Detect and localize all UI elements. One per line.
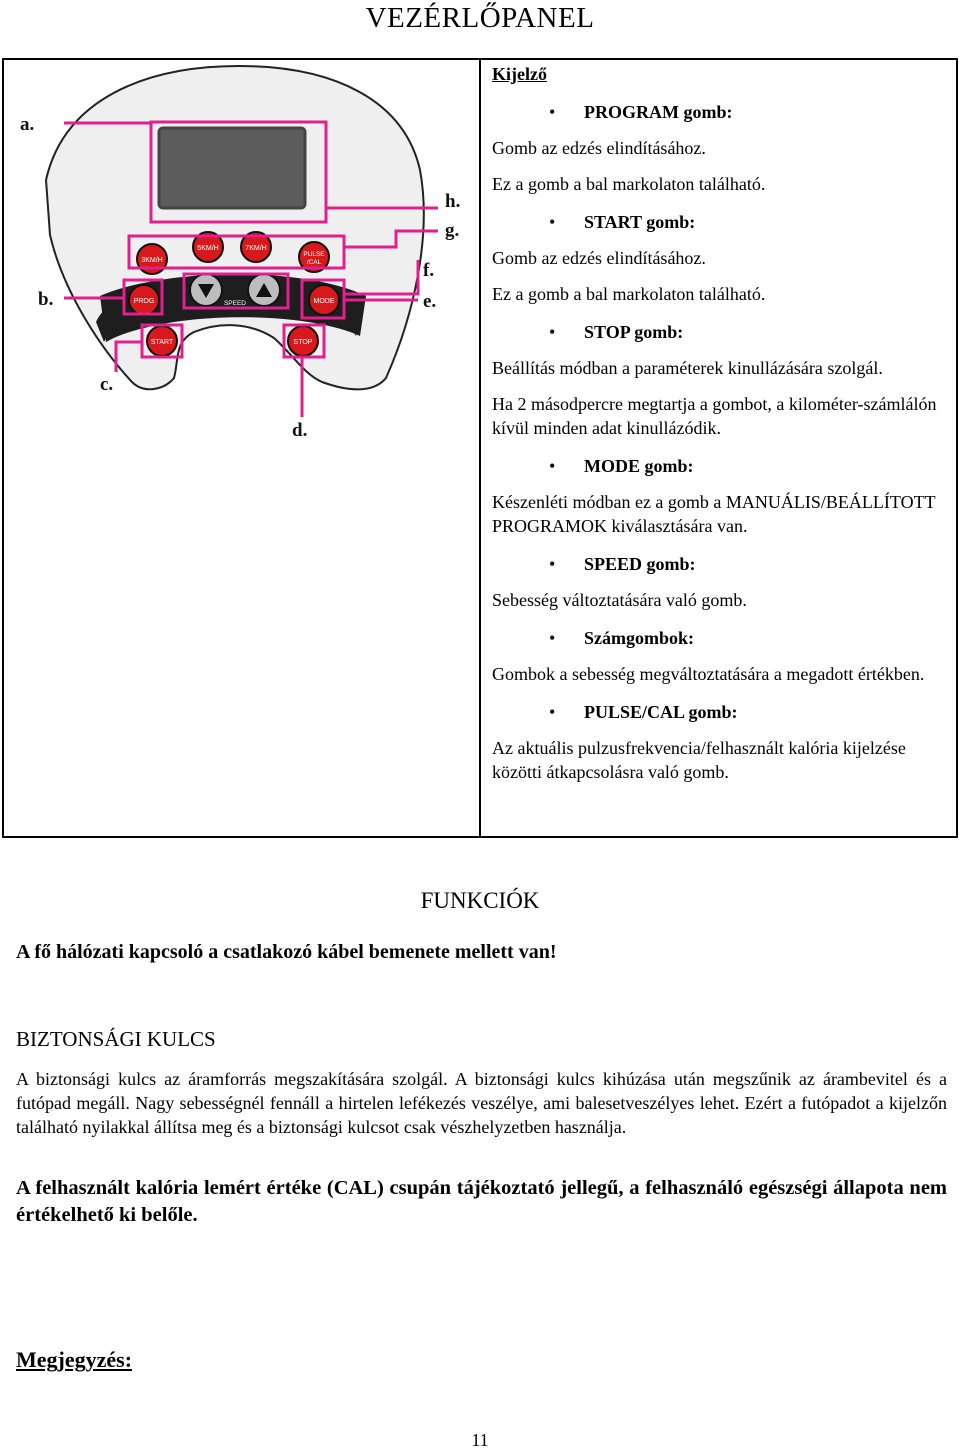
label-h: h. (445, 191, 461, 212)
item-heading-mode: • MODE gomb: (492, 454, 952, 478)
item-heading-start: • START gomb: (492, 210, 952, 234)
label-g: g. (445, 220, 460, 241)
label-e: e. (423, 291, 437, 312)
desc-line: Ez a gomb a bal markolaton található. (492, 284, 766, 304)
button-descriptions (492, 60, 952, 796)
label-3kmh: 3KM/H (141, 257, 163, 264)
label-start: START (150, 339, 174, 346)
safety-key-heading: BIZTONSÁGI KULCS (16, 1027, 216, 1051)
label-stop: STOP (293, 339, 313, 346)
item-desc-start (492, 246, 952, 306)
desc-line: Ha 2 másodpercre megtartja a gombot, a kilométer-számlálón kívül minden adat kinullázódik. (492, 394, 937, 438)
label-7kmh: 7KM/H (245, 245, 267, 252)
item-desc-program (492, 136, 952, 196)
section-heading-functions: FUNKCIÓK (420, 888, 540, 913)
label-f: f. (423, 260, 435, 281)
console-outline (46, 66, 424, 389)
control-panel-table (2, 58, 958, 838)
page-title: VEZÉRLŐPANEL (365, 2, 595, 34)
calorie-warning: A felhasznált kalória lemért értéke (CAL) csupán tájékoztató jellegű, a felhasználó egészségi állapota nem értékelhető ki belőle. (16, 1177, 947, 1226)
label-pulse: PULSE (303, 251, 325, 258)
desc-line: Gomb az edzés elindításához. (492, 248, 706, 268)
item-desc-stop (492, 356, 952, 440)
control-panel-diagram (4, 60, 478, 500)
item-heading-stop: • STOP gomb: (492, 320, 952, 344)
power-switch-warning: A fő hálózati kapcsoló a csatlakozó kábel bemenete mellett van! (16, 941, 557, 963)
item-desc-number-buttons: Gombok a sebesség megváltoztatására a megadott értékben. (492, 664, 925, 684)
item-desc-speed: Sebesség változtatására való gomb. (492, 590, 747, 610)
display-screen (159, 128, 305, 208)
item-heading-program: • PROGRAM gomb: (492, 100, 952, 124)
display-heading: Kijelző (492, 64, 547, 84)
item-heading-pulse-cal: • PULSE/CAL gomb: (492, 700, 952, 724)
label-5kmh: 5KM/H (197, 245, 219, 252)
desc-line: Beállítás módban a paraméterek kinullázására szolgál. (492, 358, 883, 378)
label-speed: SPEED (223, 300, 247, 307)
note-heading: Megjegyzés: (16, 1347, 133, 1372)
label-prog: PROG (133, 298, 155, 305)
label-b: b. (38, 289, 54, 310)
label-mode: MODE (313, 298, 335, 305)
item-heading-speed: • SPEED gomb: (492, 552, 952, 576)
safety-key-text: A biztonsági kulcs az áramforrás megszakítására szolgál. A biztonsági kulcs kihúzása után megszűnik az árambevitel és a futópad megáll. Nagy sebességnél fennáll a hirtelen lefékezés veszélye, ami balesetveszélyes lehet. Ezért a futópadot a kijelzőn található nyilakkal állítsa meg és a biztonsági kulcsot csak vészhelyzetben használja. (16, 1069, 947, 1137)
label-cal: /CAL (306, 259, 322, 266)
desc-line: Gomb az edzés elindításához. (492, 138, 706, 158)
label-c: c. (100, 374, 114, 395)
item-desc-mode: Készenléti módban ez a gomb a MANUÁLIS/BEÁLLÍTOTT PROGRAMOK kiválasztására van. (492, 492, 936, 536)
item-desc-pulse-cal: Az aktuális pulzusfrekvencia/felhasznált kalória kijelzése közötti átkapcsolásra való gomb. (492, 738, 906, 782)
desc-line: Ez a gomb a bal markolaton található. (492, 174, 766, 194)
label-a: a. (20, 114, 35, 135)
column-divider (479, 60, 481, 836)
label-d: d. (292, 420, 308, 441)
item-heading-number-buttons: • Számgombok: (492, 626, 952, 650)
page-number: 11 (471, 1430, 489, 1450)
